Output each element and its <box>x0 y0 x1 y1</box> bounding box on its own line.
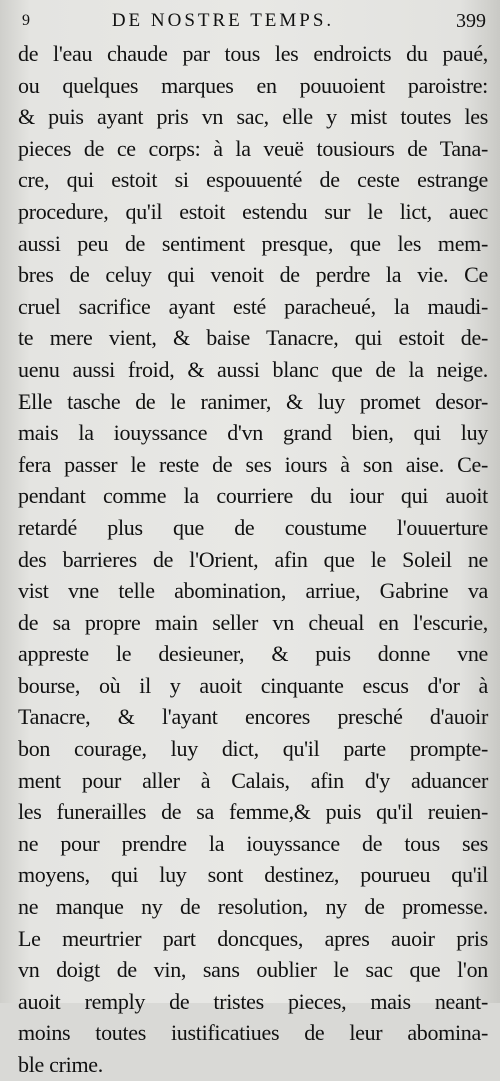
text-line: bres de celuy qui venoit de perdre la vie. Ce <box>18 262 488 288</box>
text-line: moyens, qui luy sont destinez, pourueu qu'il <box>18 862 488 888</box>
text-line: & puis ayant pris vn sac, elle y mist toutes les <box>18 104 488 130</box>
text-line: pendant comme la courriere du iour qui auoit <box>18 483 488 509</box>
text-line: de l'eau chaude par tous les endroicts du paué, <box>18 41 488 66</box>
text-line: ne manque ny de resolution, ny de promesse. <box>18 894 488 920</box>
text-line: uenu aussi froid, & aussi blanc que de la neige. <box>18 356 488 382</box>
text-line: Tanacre, & l'ayant encores presché d'auoir <box>18 704 488 730</box>
running-title: DE NOSTRE TEMPS. <box>111 10 335 31</box>
text-line: cre, qui estoit si espouuenté de ceste estrange <box>18 167 488 193</box>
text-line: cruel sacrifice ayant esté paracheué, la maudi- <box>18 293 488 319</box>
text-line: retardé plus que de coustume l'ouuerture <box>18 514 488 540</box>
text-line: fera passer le reste de ses iours à son aise. Ce- <box>18 451 488 477</box>
text-line: aussi peu de sentiment presque, que les mem- <box>18 230 488 256</box>
text-line: pieces de ce corps: à la veuë tousiours de Tana- <box>18 135 488 161</box>
text-line: Le meurtrier part doncques, apres auoir pris <box>18 925 488 951</box>
text-line: ment pour aller à Calais, afin d'y aduancer <box>18 767 488 793</box>
text-line: bon courage, luy dict, qu'il parte prompte- <box>18 736 488 762</box>
text-line: ble crime. <box>18 1052 103 1077</box>
text-line: bourse, où il y auoit cinquante escus d'or à <box>18 672 488 698</box>
text-line: de sa propre main seller vn cheual en l'escurie, <box>18 609 488 635</box>
text-line: procedure, qu'il estoit estendu sur le lict, auec <box>18 198 488 224</box>
text-line: appreste le desieuner, & puis donne vne <box>18 641 488 667</box>
text-line: vist vne telle abomination, arriue, Gabrine va <box>18 578 488 604</box>
text-line: ou quelques marques en pouuoient paroistre: <box>18 72 488 98</box>
text-line: moins toutes iustificatiues de leur abomina- <box>18 1020 488 1046</box>
text-line: ne pour prendre la iouyssance de tous ses <box>18 830 488 856</box>
text-line: Elle tasche de le ranimer, & luy promet desor- <box>18 388 488 414</box>
signature-mark: 9 <box>22 12 30 29</box>
text-line: mais la iouyssance d'vn grand bien, qui luy <box>18 420 488 446</box>
page-number: 399 <box>456 9 486 32</box>
text-line: des barrieres de l'Orient, afin que le Soleil ne <box>18 546 488 572</box>
body-text <box>18 38 488 1081</box>
running-header <box>22 8 486 34</box>
text-line: vn doigt de vin, sans oublier le sac que l'on <box>18 957 488 983</box>
text-line: les funerailles de sa femme,& puis qu'il reuien- <box>18 799 488 825</box>
text-line: auoit remply de tristes pieces, mais neant- <box>18 988 488 1014</box>
text-line: te mere vient, & baise Tanacre, qui estoit de- <box>18 325 488 351</box>
